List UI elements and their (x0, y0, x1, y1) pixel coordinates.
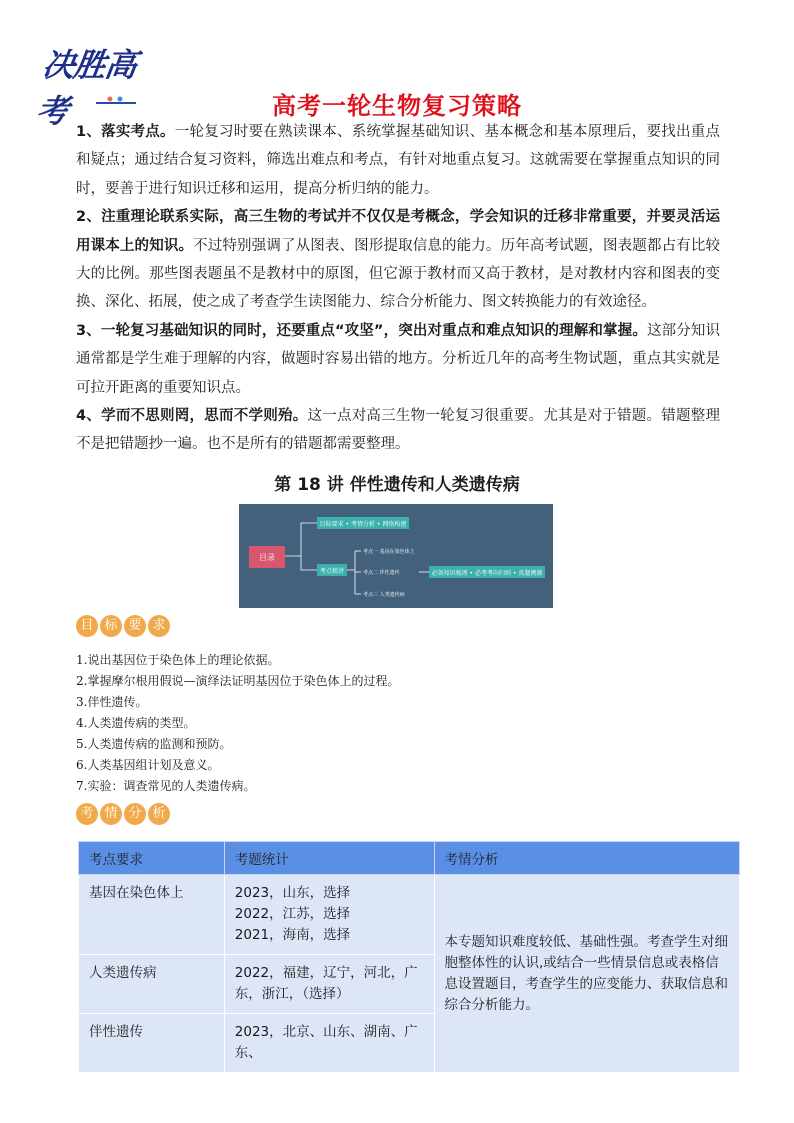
lecture-title: 第 18 讲 伴性遗传和人类遗传病 (274, 475, 520, 495)
outline-diagram (239, 504, 553, 608)
goal-item: 3.伴性遗传。 (76, 695, 148, 709)
table-cell: 基因在染色体上 (79, 875, 225, 955)
goal-item: 7.实验：调查常见的人类遗传病。 (76, 779, 256, 793)
table-cell: 2023，山东，选择 2022，江苏，选择 2021，海南，选择 (224, 875, 434, 955)
diagram-right-branch: 必备知识梳理 • 必考考向归纳 • 真题溯源 (429, 566, 545, 578)
goals-badge (76, 614, 176, 642)
table-cell: 人类遗传病 (79, 955, 225, 1014)
goal-item: 1.说出基因位于染色体上的理论依据。 (76, 653, 280, 667)
diagram-mid-branch: 考点精讲 (317, 564, 347, 576)
goal-item: 6.人类基因组计划及意义。 (76, 758, 220, 772)
diagram-point: 考点三 人类遗传病 (363, 592, 405, 598)
goal-item: 5.人类遗传病的监测和预防。 (76, 737, 232, 751)
table-cell: 2023，北京、山东、湖南、广东、 (224, 1014, 434, 1073)
table-header-row (79, 842, 740, 875)
badge-char: 求 (148, 615, 170, 637)
analysis-badge (76, 802, 176, 830)
table-header: 考题统计 (224, 842, 434, 875)
goals-list (76, 650, 716, 797)
diagram-root-box: 目录 (249, 546, 285, 568)
diagram-point: 考点二 伴性遗传 (363, 570, 400, 576)
exam-analysis-table (78, 841, 740, 1073)
intro-paragraph: 3、一轮复习基础知识的同时，还要重点“攻坚”，突出对重点和难点知识的理解和掌握。这部分知识通常都是学生难于理解的内容，做题时容易出错的地方。分析近几年的高考生物试题，重点其实就是可拉开距离的重要知识点。 (76, 322, 720, 396)
table-row (79, 875, 740, 955)
analysis-cell: 本专题知识难度较低、基础性强。考查学生对细胞整体性的认识,或结合一些情景信息或表格信息设置题目，考查学生的应变能力、获取信息和综合分析能力。 (434, 875, 740, 1073)
intro-paragraph: 2、注重理论联系实际，高三生物的考试并不仅仅是考概念，学会知识的迁移非常重要，并要灵活运用课本上的知识。不过特别强调了从图表、图形提取信息的能力。历年高考试题，图表题都占有比较大的比例。那些图表题虽不是教材中的原图，但它源于教材而又高于教材，是对教材内容和图表的变换、深化、拓展，使之成了考查学生读图能力、综合分析能力、图文转换能力的有效途径。 (76, 209, 721, 311)
page-title: 高考一轮生物复习策略 (272, 92, 522, 120)
badge-char: 要 (124, 615, 146, 637)
diagram-top-branch: 目标要求 • 考情分析 • 网络构建 (317, 517, 409, 529)
table-header: 考点要求 (79, 842, 225, 875)
goal-item: 2.掌握摩尔根用假说—演绎法证明基因位于染色体上的过程。 (76, 674, 400, 688)
intro-section (76, 118, 720, 459)
diagram-point: 考点一 基因在染色体上 (363, 549, 415, 555)
badge-char: 析 (148, 803, 170, 825)
table-cell: 2022，福建，辽宁，河北，广东，浙江，（选择） (224, 955, 434, 1014)
table-header: 考情分析 (434, 842, 740, 875)
badge-char: 情 (100, 803, 122, 825)
logo-text: 决胜高考 (33, 46, 139, 130)
badge-char: 标 (100, 615, 122, 637)
badge-char: 考 (76, 803, 98, 825)
badge-char: 目 (76, 615, 98, 637)
badge-char: 分 (124, 803, 146, 825)
goal-item: 4.人类遗传病的类型。 (76, 716, 196, 730)
intro-paragraph: 4、学而不思则罔，思而不学则殆。这一点对高三生物一轮复习很重要。尤其是对于错题。错题整理不是把错题抄一遍。也不是所有的错题都需要整理。 (76, 408, 721, 453)
intro-paragraph: 1、落实考点。一轮复习时要在熟读课本、系统掌握基础知识、基本概念和基本原理后，要找出重点和疑点；通过结合复习资料，筛选出难点和考点，有针对地重点复习。这就需要在掌握重点知识的同时，要善于进行知识迁移和运用，提高分析归纳的能力。 (76, 124, 721, 197)
table-cell: 伴性遗传 (79, 1014, 225, 1073)
